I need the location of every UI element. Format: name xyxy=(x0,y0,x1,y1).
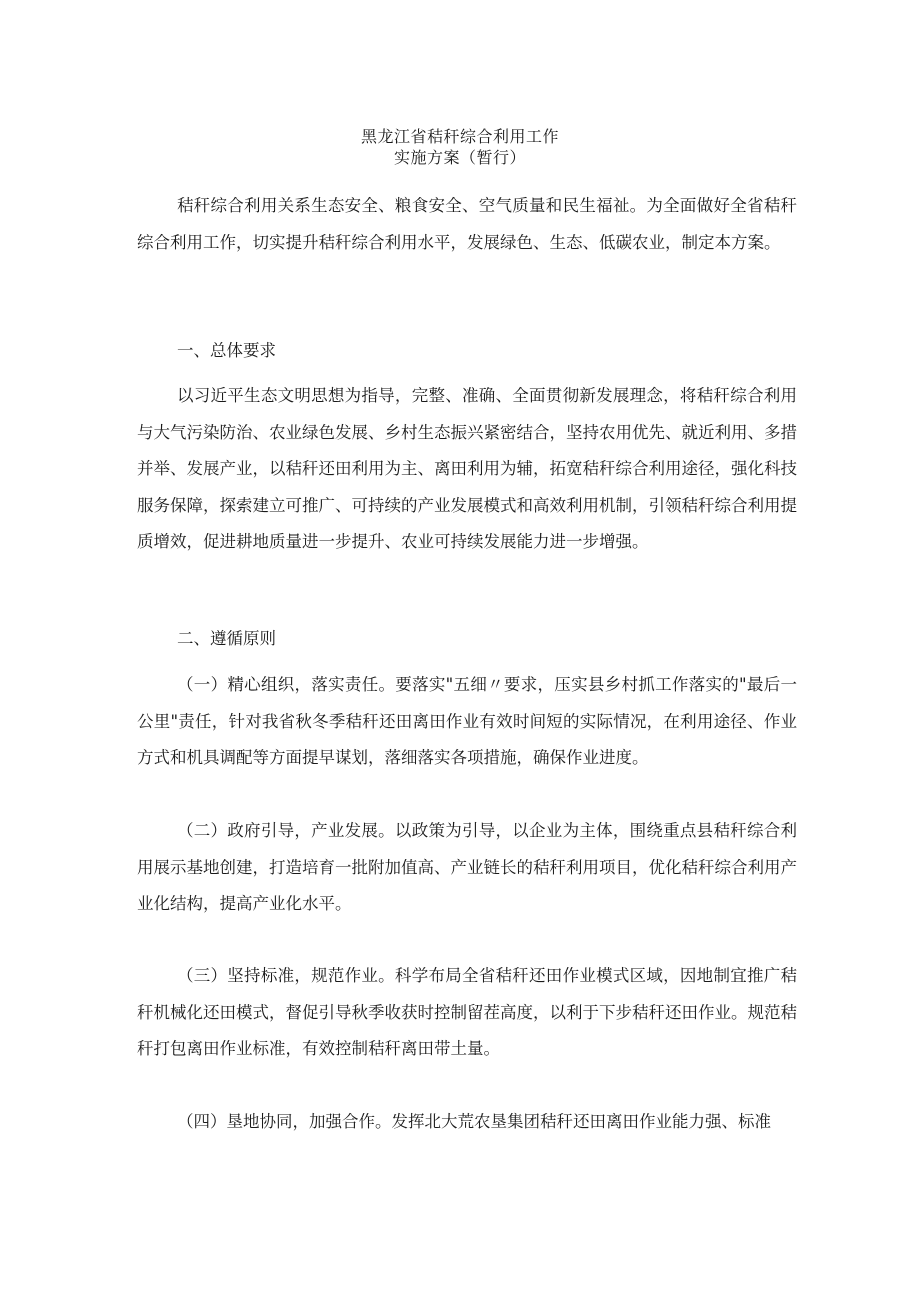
principle-paragraph-4: （四）垦地协同，加强合作。发挥北大荒农垦集团秸秆还田离田作业能力强、标准 xyxy=(177,1112,771,1131)
principle-paragraph-2: （二）政府引导，产业发展。以政策为引导，以企业为主体，围绕重点县秸秆综合利用展示基地创建，打造培育一批附加值高、产业链长的秸秆利用项目，优化秸秆综合利用产业化结构，提高产业化水平。 xyxy=(137,821,797,913)
section-heading-principles: 二、遵循原则 xyxy=(177,629,276,648)
principle-paragraph-3: （三）坚持标准，规范作业。科学布局全省秸秆还田作业模式区域，因地制宜推广秸秆机械化还田模式，督促引导秋季收获时控制留茬高度，以利于下步秸秆还田作业。规范秸秆打包离田作业标准，有效控制秸秆离田带土量。 xyxy=(137,966,797,1058)
document-subtitle: 实施方案（暂行） xyxy=(393,148,526,167)
principle-paragraph-1: （一）精心组织，落实责任。要落实"五细〃要求，压实县乡村抓工作落实的"最后一公里"责任，针对我省秋冬季秸秆还田离田作业有效时间短的实际情况，在利用途径、作业方式和机具调配等方面提早谋划，落细落实各项措施，确保作业进度。 xyxy=(137,675,797,767)
document-title: 黑龙江省秸秆综合利用工作 xyxy=(360,127,559,146)
intro-paragraph: 秸秆综合利用关系生态安全、粮食安全、空气质量和民生福祉。为全面做好全省秸秆综合利用工作，切实提升秸秆综合利用水平，发展绿色、生态、低碳农业，制定本方案。 xyxy=(137,196,797,252)
section-heading-general-requirements: 一、总体要求 xyxy=(177,341,276,360)
general-requirements-paragraph: 以习近平生态文明思想为指导，完整、准确、全面贯彻新发展理念，将秸秆综合利用与大气污染防治、农业绿色发展、乡村生态振兴紧密结合，坚持农用优先、就近利用、多措并举、发展产业，以秸秆还田利用为主、离田利用为辅，拓宽秸秆综合利用途径，强化科技服务保障，探索建立可推广、可持续的产业发展模式和高效利用机制，引领秸秆综合利用提质增效，促进耕地质量进一步提升、农业可持续发展能力进一步增强。 xyxy=(137,386,797,551)
